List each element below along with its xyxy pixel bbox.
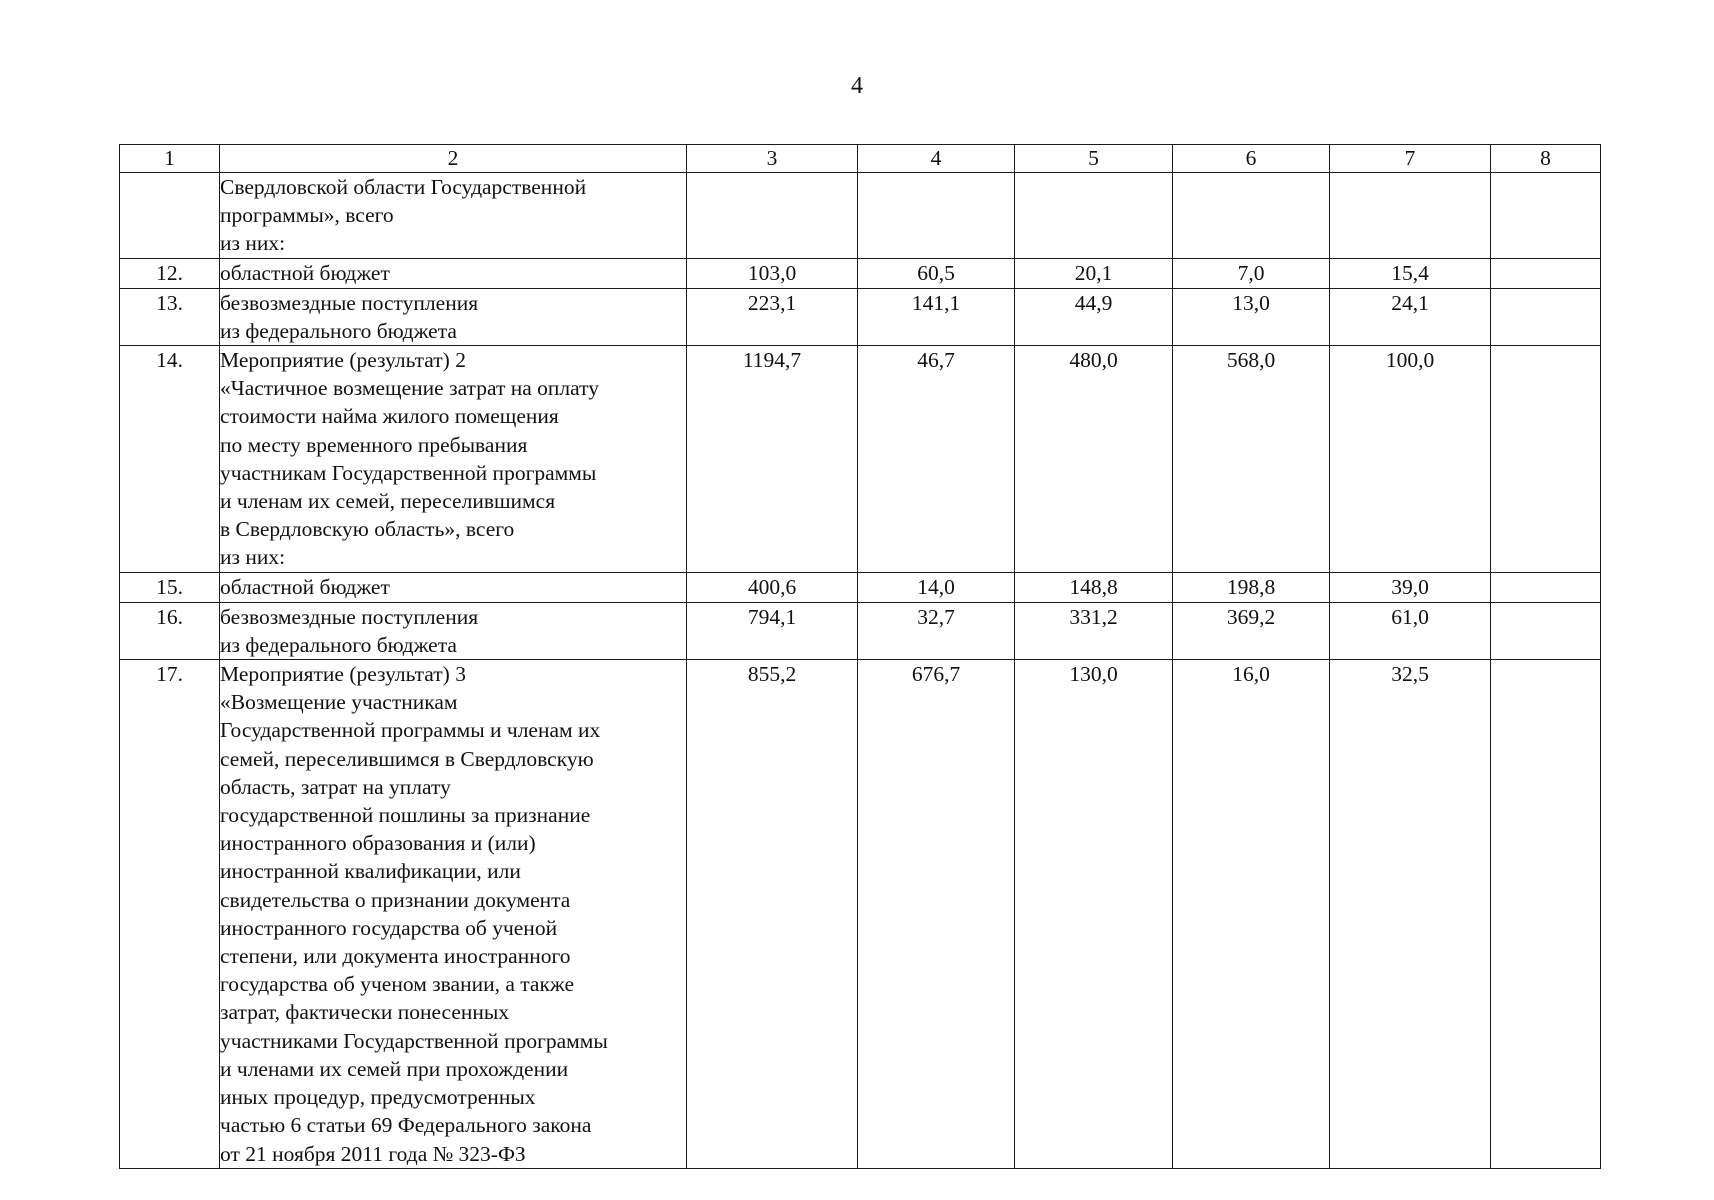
budget-table [119,144,1601,1169]
value-col-6: 13,0 [1173,288,1330,345]
value-col-4: 676,7 [858,660,1015,1169]
value-col-5: 148,8 [1015,572,1173,602]
table-body [120,173,1601,1169]
value-col-4 [858,173,1015,259]
row-number: 14. [120,346,220,573]
value-col-4: 141,1 [858,288,1015,345]
row-description: безвозмездные поступления из федерального бюджета [220,602,687,659]
table-row [120,288,1601,345]
value-col-4: 32,7 [858,602,1015,659]
value-col-8 [1491,602,1601,659]
table-row [120,572,1601,602]
value-col-3: 855,2 [687,660,858,1169]
row-description: Свердловской области Государственной программы», всего из них: [220,173,687,259]
value-col-6: 198,8 [1173,572,1330,602]
value-col-6: 16,0 [1173,660,1330,1169]
value-col-8 [1491,173,1601,259]
row-number: 12. [120,258,220,288]
value-col-8 [1491,346,1601,573]
column-header-8: 8 [1491,145,1601,173]
value-col-4: 14,0 [858,572,1015,602]
value-col-3: 223,1 [687,288,858,345]
value-col-3: 794,1 [687,602,858,659]
value-col-5: 20,1 [1015,258,1173,288]
row-number [120,173,220,259]
value-col-6: 568,0 [1173,346,1330,573]
row-description: безвозмездные поступления из федерального бюджета [220,288,687,345]
value-col-8 [1491,258,1601,288]
table-row [120,346,1601,573]
value-col-5: 480,0 [1015,346,1173,573]
value-col-6: 7,0 [1173,258,1330,288]
value-col-5 [1015,173,1173,259]
column-header-6: 6 [1173,145,1330,173]
value-col-5: 44,9 [1015,288,1173,345]
header-row [120,145,1601,173]
value-col-7: 39,0 [1330,572,1491,602]
value-col-7: 61,0 [1330,602,1491,659]
column-header-4: 4 [858,145,1015,173]
table-row [120,660,1601,1169]
value-col-3: 400,6 [687,572,858,602]
row-number: 16. [120,602,220,659]
column-header-3: 3 [687,145,858,173]
row-number: 13. [120,288,220,345]
value-col-7: 32,5 [1330,660,1491,1169]
value-col-4: 46,7 [858,346,1015,573]
column-header-2: 2 [220,145,687,173]
value-col-5: 331,2 [1015,602,1173,659]
column-header-7: 7 [1330,145,1491,173]
value-col-3: 1194,7 [687,346,858,573]
value-col-7 [1330,173,1491,259]
value-col-6 [1173,173,1330,259]
row-description: областной бюджет [220,258,687,288]
row-description: Мероприятие (результат) 2 «Частичное возмещение затрат на оплату стоимости найма жилого помещения по месту временного пребывания участникам Государственной программы и членам их семей, переселившимся в Свердловскую область», всего из них: [220,346,687,573]
row-number: 15. [120,572,220,602]
column-header-1: 1 [120,145,220,173]
value-col-7: 24,1 [1330,288,1491,345]
value-col-3: 103,0 [687,258,858,288]
table-row [120,173,1601,259]
value-col-4: 60,5 [858,258,1015,288]
value-col-8 [1491,288,1601,345]
value-col-5: 130,0 [1015,660,1173,1169]
value-col-7: 100,0 [1330,346,1491,573]
table-header [120,145,1601,173]
table-row [120,258,1601,288]
value-col-7: 15,4 [1330,258,1491,288]
page-number: 4 [851,73,863,99]
row-description: Мероприятие (результат) 3 «Возмещение участникам Государственной программы и членам их семей, переселившимся в Свердловскую область, затрат на уплату государственной пошлины за признание иностранного образования и (или) иностранной квалификации, или свидетельства о признании документа иностранного государства об ученой степени, или документа иностранного государства об ученом звании, а также затрат, фактически понесенных участниками Государственной программы и членами их семей при прохождении иных процедур, предусмотренных частью 6 статьи 69 Федерального закона от 21 ноября 2011 года № 323-ФЗ [220,660,687,1169]
value-col-8 [1491,660,1601,1169]
column-header-5: 5 [1015,145,1173,173]
value-col-8 [1491,572,1601,602]
table-row [120,602,1601,659]
value-col-3 [687,173,858,259]
row-number: 17. [120,660,220,1169]
value-col-6: 369,2 [1173,602,1330,659]
row-description: областной бюджет [220,572,687,602]
